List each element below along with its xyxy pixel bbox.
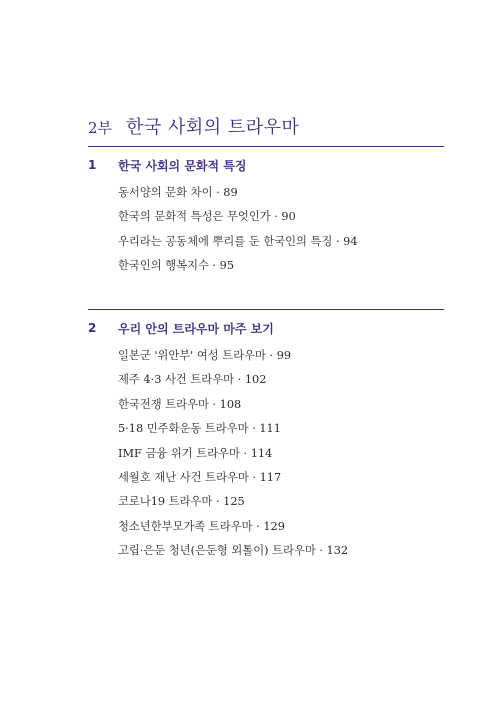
- toc-entry[interactable]: 한국전쟁 트라우마 · 108: [118, 397, 242, 411]
- part-title: 한국 사회의 트라우마: [126, 117, 300, 138]
- toc-entry[interactable]: 코로나19 트라우마 · 125: [118, 495, 245, 509]
- toc-entry[interactable]: 고립·은둔 청년(은둔형 외톨이) 트라우마 · 132: [118, 544, 349, 558]
- chapter-2-heading: [88, 316, 444, 340]
- toc-entry[interactable]: 한국인의 행복지수 · 95: [118, 259, 235, 273]
- toc-entry[interactable]: 세월호 재난 사건 트라우마 · 117: [118, 470, 282, 484]
- chapter-1-entries: [88, 181, 444, 279]
- chapter-2-number: 2: [88, 321, 97, 335]
- chapter-2-entries: [88, 344, 444, 564]
- part-header: [88, 113, 299, 139]
- toc-entry[interactable]: 일본군 '위안부' 여성 트라우마 · 99: [118, 349, 292, 362]
- chapter-1-section: [88, 146, 444, 279]
- part-number: 2부: [88, 119, 113, 137]
- chapter-1-number: 1: [88, 158, 97, 172]
- toc-entry[interactable]: 우리라는 공동체에 뿌리를 둔 한국인의 특징 · 94: [118, 234, 358, 248]
- toc-entry[interactable]: 한국의 문화적 특성은 무엇인가 · 90: [118, 210, 296, 224]
- chapter-2-section: [88, 309, 444, 564]
- toc-entry[interactable]: 동서양의 문화 차이 · 89: [118, 186, 238, 199]
- chapter-2-divider: [88, 309, 444, 310]
- chapter-1-heading: [88, 153, 444, 177]
- chapter-1-divider: [88, 146, 444, 147]
- toc-entry[interactable]: 5·18 민주화운동 트라우마 · 111: [118, 422, 281, 436]
- chapter-1-title: 한국 사회의 문화적 특징: [118, 158, 247, 173]
- toc-entry[interactable]: IMF 금융 위기 트라우마 · 114: [118, 446, 273, 460]
- toc-entry[interactable]: 청소년한부모가족 트라우마 · 129: [118, 519, 285, 533]
- chapter-2-title: 우리 안의 트라우마 마주 보기: [118, 321, 274, 336]
- toc-entry[interactable]: 제주 4·3 사건 트라우마 · 102: [118, 373, 267, 387]
